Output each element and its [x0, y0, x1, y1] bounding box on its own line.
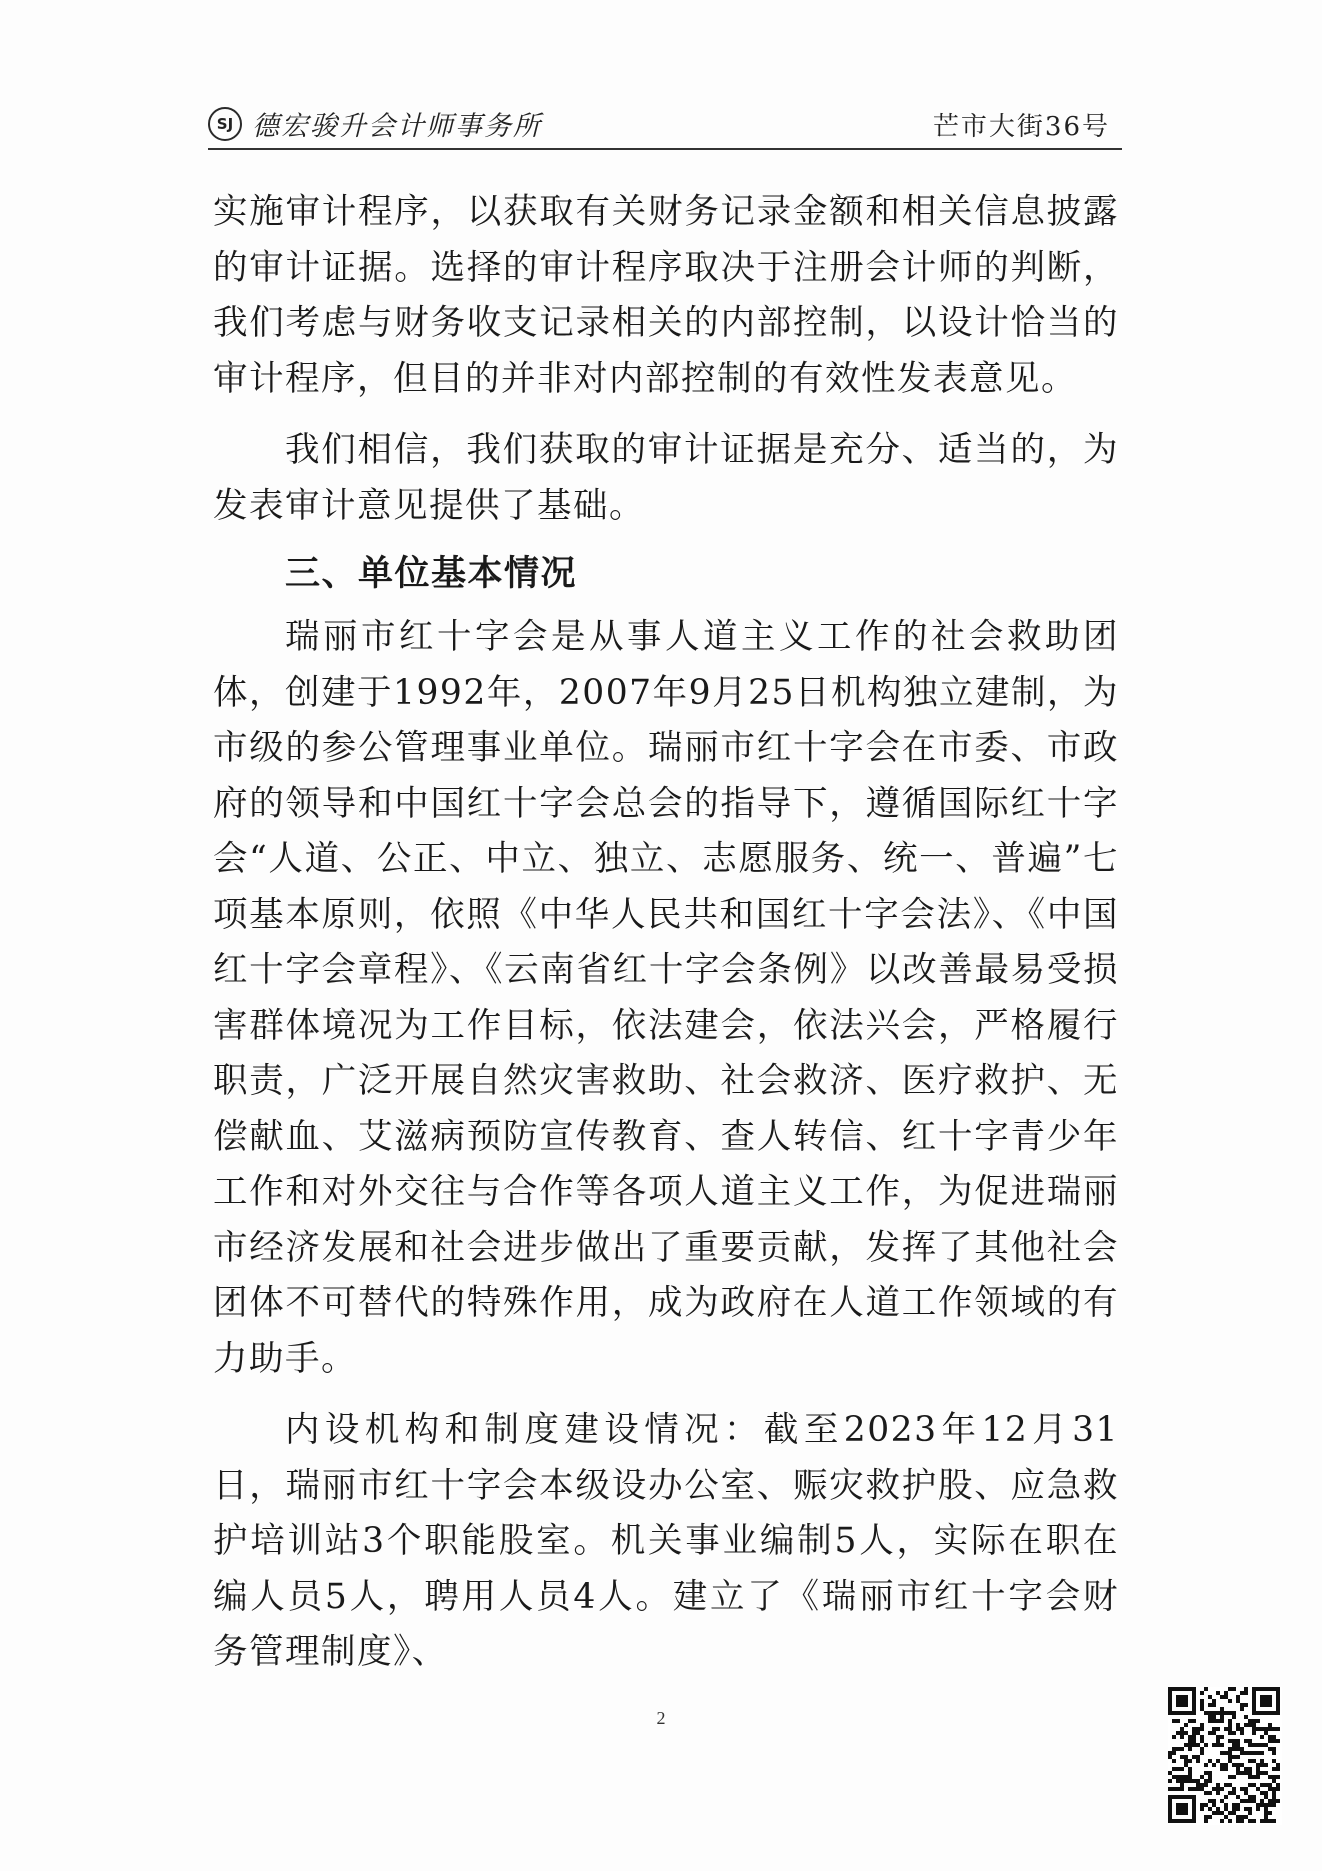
firm-address: 芒市大街36号	[932, 112, 1110, 142]
letterhead	[208, 100, 1120, 148]
paragraph-audit-procedures: 实施审计程序，以获取有关财务记录金额和相关信息披露的审计证据。选择的审计程序取决于注册会计师的判断，我们考虑与财务收支记录相关的内部控制，以设计恰当的审计程序，但目的并非对内部控制的有效性发表意见。	[213, 192, 1119, 399]
paragraph-organization-overview: 瑞丽市红十字会是从事人道主义工作的社会救助团体，创建于1992年，2007年9月25日机构独立建制，为市级的参公管理事业单位。瑞丽市红十字会在市委、市政府的领导和中国红十字会总会的指导下，遵循国际红十字会“人道、公正、中立、独立、志愿服务、统一、普遍”七项基本原则，依照《中华人民共和国红十字会法》、《中国红十字会章程》、《云南省红十字会条例》以改善最易受损害群体境况为工作目标，依法建会，依法兴会，严格履行职责，广泛开展自然灾害救助、社会救济、医疗救护、无偿献血、艾滋病预防宣传教育、查人转信、红十字青少年工作和对外交往与合作等各项人道主义工作，为促进瑞丽市经济发展和社会进步做出了重要贡献，发挥了其他社会团体不可替代的特殊作用，成为政府在人道工作领域的有力助手。	[213, 617, 1119, 1379]
paragraph-internal-structure: 内设机构和制度建设情况：截至2023年12月31日，瑞丽市红十字会本级设办公室、赈灾救护股、应急救护培训站3个职能股室。机关事业编制5人，实际在职在编人员5人，聘用人员4人。建立了《瑞丽市红十字会财务管理制度》、	[213, 1410, 1119, 1672]
qr-code-icon	[1168, 1687, 1282, 1825]
header-divider	[208, 148, 1122, 150]
firm-identity	[208, 104, 542, 143]
firm-logo-icon	[208, 107, 242, 141]
section-heading: 三、单位基本情况	[285, 554, 578, 594]
paragraph-audit-evidence: 我们相信，我们获取的审计证据是充分、适当的，为发表审计意见提供了基础。	[213, 430, 1119, 526]
document-body	[213, 185, 1119, 1681]
logo-text: SJ	[216, 114, 234, 133]
page-number: 2	[656, 1708, 666, 1728]
firm-name: 德宏骏升会计师事务所	[252, 111, 542, 142]
